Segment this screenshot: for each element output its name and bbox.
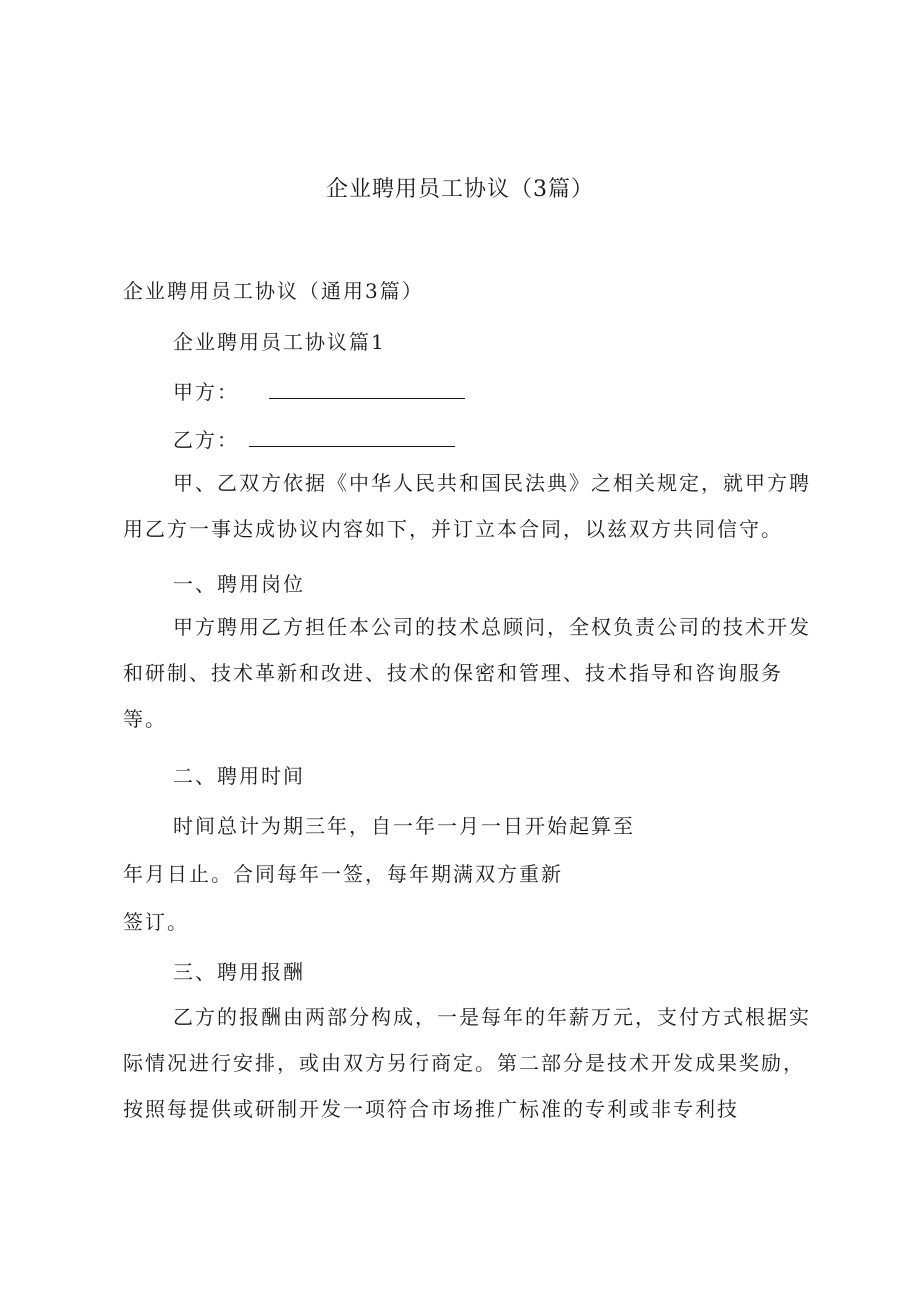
- section1-heading: 一、聘用岗位: [173, 572, 305, 596]
- document-title: 企业聘用员工协议（3篇）: [326, 177, 594, 202]
- section2-line2: 年月日止。合同每年一签，每年期满双方重新: [123, 862, 563, 886]
- party-a-line: [173, 376, 465, 405]
- party-a-label: 甲方：: [173, 380, 239, 404]
- section3-heading: 三、聘用报酬: [173, 960, 305, 984]
- party-b-label: 乙方：: [173, 428, 239, 452]
- article-heading: 企业聘用员工协议篇1: [173, 330, 386, 354]
- section2-line3: 签订。: [123, 910, 189, 934]
- party-b-blank: [249, 426, 455, 447]
- intro-paragraph: 甲、乙双方依据《中华人民共和国民法典》之相关规定，就甲方聘用乙方一事达成协议内容如下，并订立本合同，以兹双方共同信守。: [123, 471, 811, 541]
- section2-line1: 时间总计为期三年，自一年一月一日开始起算至: [173, 814, 635, 838]
- section3-body: 乙方的报酬由两部分构成，一是每年的年薪万元，支付方式根据实际情况进行安排，或由双方另行商定。第二部分是技术开发成果奖励，按照每提供或研制开发一项符合市场推广标准的专利或非专利技: [123, 1005, 811, 1121]
- party-a-blank: [269, 378, 465, 399]
- section1-body: 甲方聘用乙方担任本公司的技术总顾问，全权负责公司的技术开发和研制、技术革新和改进、技术的保密和管理、技术指导和咨询服务等。: [123, 615, 811, 731]
- section2-heading: 二、聘用时间: [173, 764, 305, 788]
- document-subtitle: 企业聘用员工协议（通用3篇）: [123, 279, 424, 303]
- party-b-line: [173, 424, 455, 453]
